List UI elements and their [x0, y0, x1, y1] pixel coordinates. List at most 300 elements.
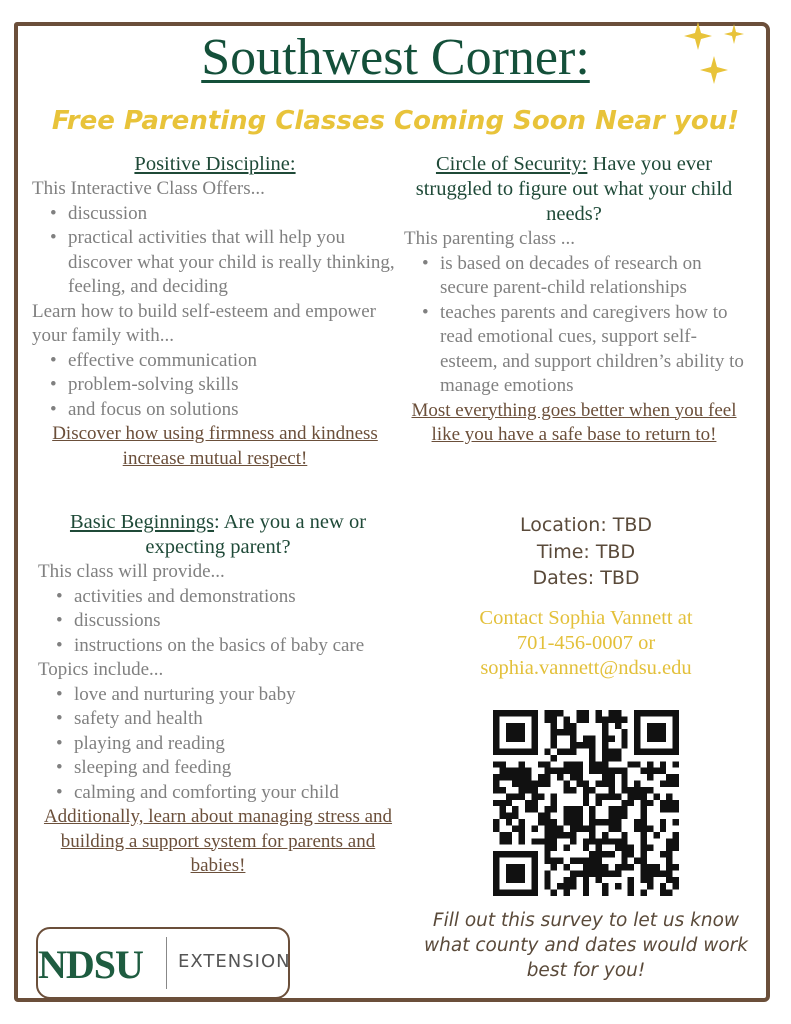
qr-module [615, 819, 621, 825]
qr-module [583, 781, 589, 787]
qr-module [544, 774, 550, 780]
qr-module [602, 819, 608, 825]
qr-module [493, 748, 499, 754]
qr-module [621, 774, 627, 780]
bullet-list [32, 202, 398, 300]
qr-module [576, 813, 582, 819]
qr-module [596, 716, 602, 722]
qr-module [551, 768, 557, 774]
qr-module [551, 710, 557, 716]
qr-module [493, 761, 499, 767]
qr-module [551, 755, 557, 761]
qr-module [493, 819, 499, 825]
qr-module [596, 864, 602, 870]
qr-module [653, 832, 659, 838]
qr-module [493, 890, 499, 896]
logo-ndsu-text: NDSU [38, 942, 143, 987]
qr-module [608, 851, 614, 857]
qr-module [608, 825, 614, 831]
qr-module [641, 832, 647, 838]
qr-module [660, 736, 666, 742]
qr-module [608, 787, 614, 793]
qr-module [576, 825, 582, 831]
qr-module [647, 768, 653, 774]
qr-module [576, 742, 582, 748]
qr-module [666, 870, 672, 876]
qr-module [493, 851, 499, 857]
qr-module [499, 768, 505, 774]
qr-module [628, 800, 634, 806]
list-item: • calming and comforting your child [74, 781, 398, 806]
qr-module [506, 729, 512, 735]
section-closing: Most everything goes better when you feel like you have a safe base to return to! [411, 399, 737, 445]
qr-module [673, 716, 679, 722]
qr-module [673, 723, 679, 729]
list-item: • sleeping and feeding [74, 756, 398, 781]
qr-module [570, 761, 576, 767]
qr-module [512, 710, 518, 716]
qr-module [538, 819, 544, 825]
qr-module [512, 768, 518, 774]
qr-module [634, 825, 640, 831]
qr-module [499, 851, 505, 857]
qr-module [615, 870, 621, 876]
qr-module [596, 710, 602, 716]
qr-module [596, 793, 602, 799]
qr-module [589, 742, 595, 748]
qr-module [583, 838, 589, 844]
list-item: • discussion [68, 202, 398, 227]
qr-module [621, 845, 627, 851]
qr-module [673, 864, 679, 870]
qr-module [499, 806, 505, 812]
qr-module [647, 723, 653, 729]
qr-module [673, 877, 679, 883]
qr-module [602, 755, 608, 761]
qr-module [564, 883, 570, 889]
qr-module [666, 838, 672, 844]
qr-module [673, 845, 679, 851]
qr-module [544, 851, 550, 857]
qr-module [628, 883, 634, 889]
qr-module [570, 883, 576, 889]
qr-module [589, 858, 595, 864]
qr-module [673, 883, 679, 889]
qr-module [634, 729, 640, 735]
contact-phone[interactable]: 701-456-0007 or [516, 632, 656, 654]
qr-module [589, 806, 595, 812]
qr-module [519, 781, 525, 787]
qr-module [557, 832, 563, 838]
qr-module [596, 819, 602, 825]
qr-module [512, 851, 518, 857]
qr-module [602, 729, 608, 735]
qr-module [647, 710, 653, 716]
qr-module [564, 845, 570, 851]
qr-module [615, 755, 621, 761]
qr-module [602, 864, 608, 870]
qr-module [673, 736, 679, 742]
qr-module [583, 883, 589, 889]
qr-module [608, 710, 614, 716]
qr-module [538, 793, 544, 799]
qr-module [538, 761, 544, 767]
qr-module [531, 748, 537, 754]
qr-module [544, 710, 550, 716]
qr-module [564, 781, 570, 787]
qr-module [653, 723, 659, 729]
qr-module [506, 768, 512, 774]
section-text: Topics include... [38, 659, 164, 680]
qr-module [519, 787, 525, 793]
section-heading: Circle of Security: Have you ever struggled to figure out what your child needs? [415, 153, 733, 225]
qr-module [531, 716, 537, 722]
qr-module [660, 806, 666, 812]
ndsu-extension-logo [36, 927, 290, 999]
qr-module [525, 851, 531, 857]
qr-module [673, 838, 679, 844]
qr-module [557, 883, 563, 889]
qr-module [544, 832, 550, 838]
qr-module [602, 851, 608, 857]
qr-module [653, 736, 659, 742]
qr-module [544, 858, 550, 864]
qr-module [512, 825, 518, 831]
qr-module [666, 781, 672, 787]
qr-module [602, 781, 608, 787]
qr-module [499, 832, 505, 838]
qr-module [596, 768, 602, 774]
qr-module [493, 723, 499, 729]
list-item: • discussions [74, 609, 398, 634]
qr-module [583, 825, 589, 831]
qr-module [628, 793, 634, 799]
qr-module [551, 838, 557, 844]
qr-module [596, 781, 602, 787]
dates-text: Dates: TBD [532, 567, 640, 589]
qr-module [519, 832, 525, 838]
qr-module [557, 858, 563, 864]
qr-module [493, 716, 499, 722]
qr-module [608, 813, 614, 819]
qr-module [576, 710, 582, 716]
qr-module [493, 858, 499, 864]
qr-module [570, 813, 576, 819]
qr-module [602, 748, 608, 754]
qr-module [570, 877, 576, 883]
qr-module [615, 710, 621, 716]
qr-module [519, 723, 525, 729]
list-item: • playing and reading [74, 732, 398, 757]
qr-module [647, 864, 653, 870]
qr-module [634, 742, 640, 748]
qr-module [564, 748, 570, 754]
qr-module [673, 819, 679, 825]
qr-module [602, 736, 608, 742]
qr-module [564, 768, 570, 774]
qr-module [506, 877, 512, 883]
qr-module [512, 793, 518, 799]
qr-module [666, 748, 672, 754]
qr-module [615, 864, 621, 870]
qr-module [647, 800, 653, 806]
qr-module [641, 825, 647, 831]
survey-prompt: Fill out this survey to let us know what county and dates would work best for you! [424, 910, 748, 981]
qr-module [653, 768, 659, 774]
contact-line: Contact Sophia Vannett at [479, 607, 693, 629]
list-item: • and focus on solutions [68, 398, 398, 423]
qr-module [666, 800, 672, 806]
qr-module [519, 864, 525, 870]
section-text: Learn how to build self-esteem and empower your family with... [32, 300, 376, 346]
qr-module [544, 845, 550, 851]
page-title: Southwest Corner: [201, 29, 590, 86]
qr-module [589, 755, 595, 761]
qr-module [564, 806, 570, 812]
qr-module [621, 858, 627, 864]
qr-module [531, 858, 537, 864]
qr-module [596, 877, 602, 883]
bullet-list [404, 252, 744, 399]
qr-module [608, 774, 614, 780]
qr-module [576, 761, 582, 767]
list-item: • activities and demonstrations [74, 585, 398, 610]
qr-module [615, 723, 621, 729]
qr-module [564, 877, 570, 883]
qr-module [583, 793, 589, 799]
qr-module [615, 748, 621, 754]
qr-module [570, 729, 576, 735]
qr-module [512, 781, 518, 787]
qr-module [544, 781, 550, 787]
qr-module [589, 768, 595, 774]
qr-module [576, 781, 582, 787]
qr-module [621, 800, 627, 806]
qr-module [499, 774, 505, 780]
list-item: • effective communication [68, 349, 398, 374]
qr-module [621, 851, 627, 857]
qr-module [621, 813, 627, 819]
qr-module [570, 858, 576, 864]
qr-module [493, 825, 499, 831]
qr-module [557, 774, 563, 780]
qr-module [596, 800, 602, 806]
qr-module [628, 845, 634, 851]
qr-module [641, 890, 647, 896]
qr-module [628, 877, 634, 883]
qr-module [608, 793, 614, 799]
qr-module [608, 870, 614, 876]
qr-module [666, 710, 672, 716]
qr-module [634, 748, 640, 754]
qr-module [519, 729, 525, 735]
qr-module [589, 825, 595, 831]
qr-module [647, 761, 653, 767]
qr-module [506, 774, 512, 780]
qr-module [596, 845, 602, 851]
qr-module [673, 806, 679, 812]
qr-module [666, 774, 672, 780]
qr-module [583, 858, 589, 864]
qr-module [531, 851, 537, 857]
qr-module [602, 793, 608, 799]
qr-module [525, 774, 531, 780]
qr-module [641, 845, 647, 851]
qr-module [576, 774, 582, 780]
qr-module [564, 813, 570, 819]
qr-module [673, 781, 679, 787]
time-text: Time: TBD [536, 540, 636, 563]
qr-module [499, 748, 505, 754]
basic-beginnings-section [38, 510, 398, 879]
list-item: • safety and health [74, 707, 398, 732]
qr-module [506, 793, 512, 799]
qr-module [666, 851, 672, 857]
qr-module [525, 800, 531, 806]
qr-module [653, 729, 659, 735]
qr-module [589, 813, 595, 819]
qr-module [621, 768, 627, 774]
qr-module [602, 716, 608, 722]
qr-module [602, 761, 608, 767]
positive-discipline-section [32, 152, 398, 471]
qr-module [493, 729, 499, 735]
qr-module [506, 748, 512, 754]
qr-module [570, 832, 576, 838]
qr-module [557, 729, 563, 735]
qr-module [608, 748, 614, 754]
qr-module [519, 877, 525, 883]
qr-module [499, 761, 505, 767]
qr-module [519, 851, 525, 857]
qr-module [615, 838, 621, 844]
qr-module [589, 748, 595, 754]
qr-module [602, 890, 608, 896]
qr-module [551, 716, 557, 722]
qr-module [551, 825, 557, 831]
section-closing: Additionally, learn about managing stress and building a support system for parents and babies! [43, 806, 393, 876]
bullet-list [38, 585, 398, 659]
qr-module [525, 787, 531, 793]
qr-module [570, 870, 576, 876]
qr-module [583, 877, 589, 883]
qr-module [531, 864, 537, 870]
qr-module [660, 851, 666, 857]
section-intro: This parenting class ... [404, 228, 575, 249]
qr-module [499, 890, 505, 896]
qr-module [544, 716, 550, 722]
qr-module [647, 736, 653, 742]
qr-module [660, 800, 666, 806]
qr-module [602, 723, 608, 729]
qr-module [615, 793, 621, 799]
qr-module [512, 864, 518, 870]
qr-module [653, 748, 659, 754]
qr-module [641, 793, 647, 799]
qr-module [493, 781, 499, 787]
qr-module [660, 825, 666, 831]
qr-module [647, 877, 653, 883]
qr-module [531, 723, 537, 729]
qr-module [666, 864, 672, 870]
qr-module [570, 838, 576, 844]
qr-module [512, 813, 518, 819]
qr-module [506, 710, 512, 716]
qr-module [551, 793, 557, 799]
qr-module [570, 768, 576, 774]
qr-module [666, 858, 672, 864]
qr-module [647, 787, 653, 793]
page-subtitle: Free Parenting Classes Coming Soon Near you! [51, 106, 740, 136]
qr-module [544, 838, 550, 844]
qr-module [660, 890, 666, 896]
qr-module [506, 890, 512, 896]
qr-module [615, 825, 621, 831]
qr-module [576, 716, 582, 722]
qr-module [621, 832, 627, 838]
qr-module [608, 768, 614, 774]
qr-module [589, 864, 595, 870]
qr-module [493, 800, 499, 806]
qr-module [512, 723, 518, 729]
section-intro: This Interactive Class Offers... [32, 178, 265, 199]
qr-module [602, 742, 608, 748]
qr-module [525, 890, 531, 896]
qr-module [621, 716, 627, 722]
qr-module [608, 755, 614, 761]
qr-module [493, 877, 499, 883]
logo-extension-text: EXTENSION [178, 951, 291, 972]
qr-module [525, 748, 531, 754]
qr-module [576, 768, 582, 774]
qr-module [538, 781, 544, 787]
qr-module [641, 768, 647, 774]
qr-module [499, 710, 505, 716]
contact-email[interactable]: sophia.vannett@ndsu.edu [480, 657, 692, 679]
qr-module [506, 832, 512, 838]
qr-module [660, 761, 666, 767]
qr-module [493, 710, 499, 716]
qr-module [570, 748, 576, 754]
qr-module [531, 870, 537, 876]
qr-module [628, 761, 634, 767]
qr-module [634, 781, 640, 787]
qr-module [673, 742, 679, 748]
qr-module [589, 787, 595, 793]
qr-module [583, 716, 589, 722]
bullet-list [32, 349, 398, 423]
qr-module [641, 819, 647, 825]
qr-module [583, 710, 589, 716]
qr-module [506, 870, 512, 876]
qr-module [641, 813, 647, 819]
qr-module [531, 883, 537, 889]
qr-module [544, 813, 550, 819]
qr-module [621, 806, 627, 812]
qr-module [641, 838, 647, 844]
qr-module [634, 793, 640, 799]
section-heading: Basic Beginnings: Are you a new or expecting parent? [69, 511, 367, 558]
qr-module [641, 710, 647, 716]
qr-module [641, 787, 647, 793]
qr-module [608, 736, 614, 742]
qr-code[interactable] [493, 710, 679, 896]
qr-module [519, 890, 525, 896]
qr-module [531, 793, 537, 799]
qr-module [634, 819, 640, 825]
qr-module [570, 723, 576, 729]
qr-module [493, 736, 499, 742]
